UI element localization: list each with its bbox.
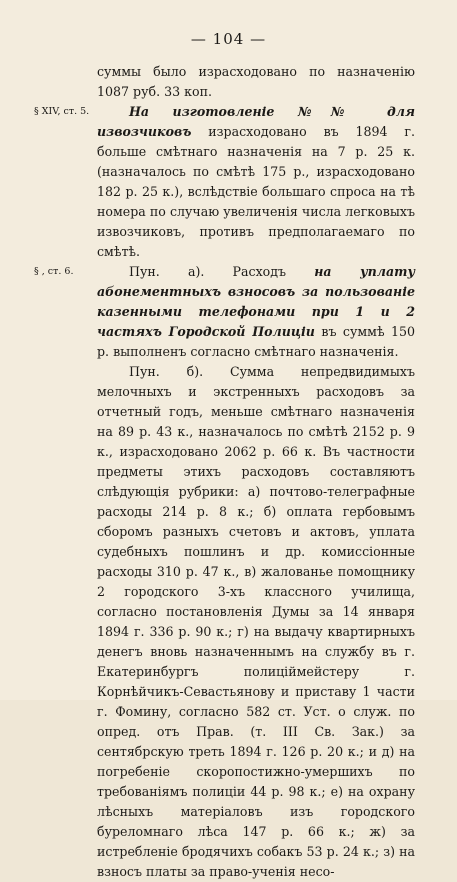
paragraph-lead: Пун. а). Расходъ — [129, 264, 315, 279]
page-body — [0, 62, 457, 882]
paragraph-unforeseen-expenses — [0, 362, 457, 882]
margin-reference: § , ст. 6. — [34, 266, 74, 277]
paragraph-heading-italic: на уплату абонементныхъ взносовъ за пользованіе казенными телефонами при 1 и 2 частяхъ Городской Полиціи — [97, 264, 415, 339]
margin-reference: § XIV, ст. 5. — [34, 106, 90, 117]
paragraph-text — [97, 362, 415, 882]
paragraph-text — [97, 262, 415, 362]
paragraph-summary-end — [0, 62, 457, 102]
paragraph-text — [97, 102, 415, 262]
paragraph-text — [97, 62, 415, 102]
paragraph-lead: Пун. б). Сумма непредвидимыхъ мелочныхъ и экстренныхъ расходовъ за отчетный годъ, меньше смѣтнаго назначенія на 89 р. 43 к., назначалось по смѣтѣ 2152 р. 9 к., израсходовано 2062 р. 66 к. Въ частности предметы этихъ расходовъ составляютъ слѣдующія рубрики: а) почтово-телеграфные расходы 214 р. 8 к.; б) оплата гербовымъ сборомъ разныхъ счетовъ и актовъ, уплата судебныхъ пошлинъ и др. комиссіонные расходы 310 р. 47 к., в) жалованье помощнику 2 городского 3-хъ классного училища, согласно постановленія Думы за 14 января 1894 г. 336 р. 90 к.; г) на выдачу квартирныхъ денегъ вновь назначеннымъ на службу въ г. Екатеринбургъ полиціймейстеру г. Корнѣйчикъ-Севастьянову и приставу 1 части г. Фомину, согласно 582 ст. Уст. о служ. по опред. отъ Прав. (т. III Св. Зак.) за сентябрскую треть 1894 г. 126 р. 20 к.; и д) на погребеніе скоропостижно-умершихъ по требованіямъ полиціи 44 р. 98 к.; е) на охрану лѣсныхъ матеріаловъ изъ городского буреломнаго лѣса 147 р. 66 к.; ж) за истребленіе бродячихъ собакъ 53 р. 24 к.; з) на взносъ платы за право-ученія несо- — [97, 364, 415, 879]
paragraph-cab-numbers — [0, 102, 457, 262]
paragraph-heading-italic: На изготовленіе №№ для извозчиковъ — [97, 104, 415, 139]
page-number: — 104 — — [190, 30, 267, 48]
paragraph-lead: суммы было израсходовано по назначенію 1087 руб. 33 коп. — [97, 64, 415, 99]
paragraph-telephone-fees — [0, 262, 457, 362]
paragraph-trail: израсходовано въ 1894 г. больше смѣтнаго назначенія на 7 р. 25 к. (назначалось по смѣтѣ 175 р., израсходовано 182 р. 25 к.), вслѣдствіе большаго спроса на тѣ номера по случаю увеличенія числа легковыхъ извозчиковъ, противъ предполагаемаго по смѣтѣ. — [97, 124, 415, 259]
paragraph-trail: въ суммѣ 150 р. выполненъ согласно смѣтнаго назначенія. — [97, 324, 415, 359]
